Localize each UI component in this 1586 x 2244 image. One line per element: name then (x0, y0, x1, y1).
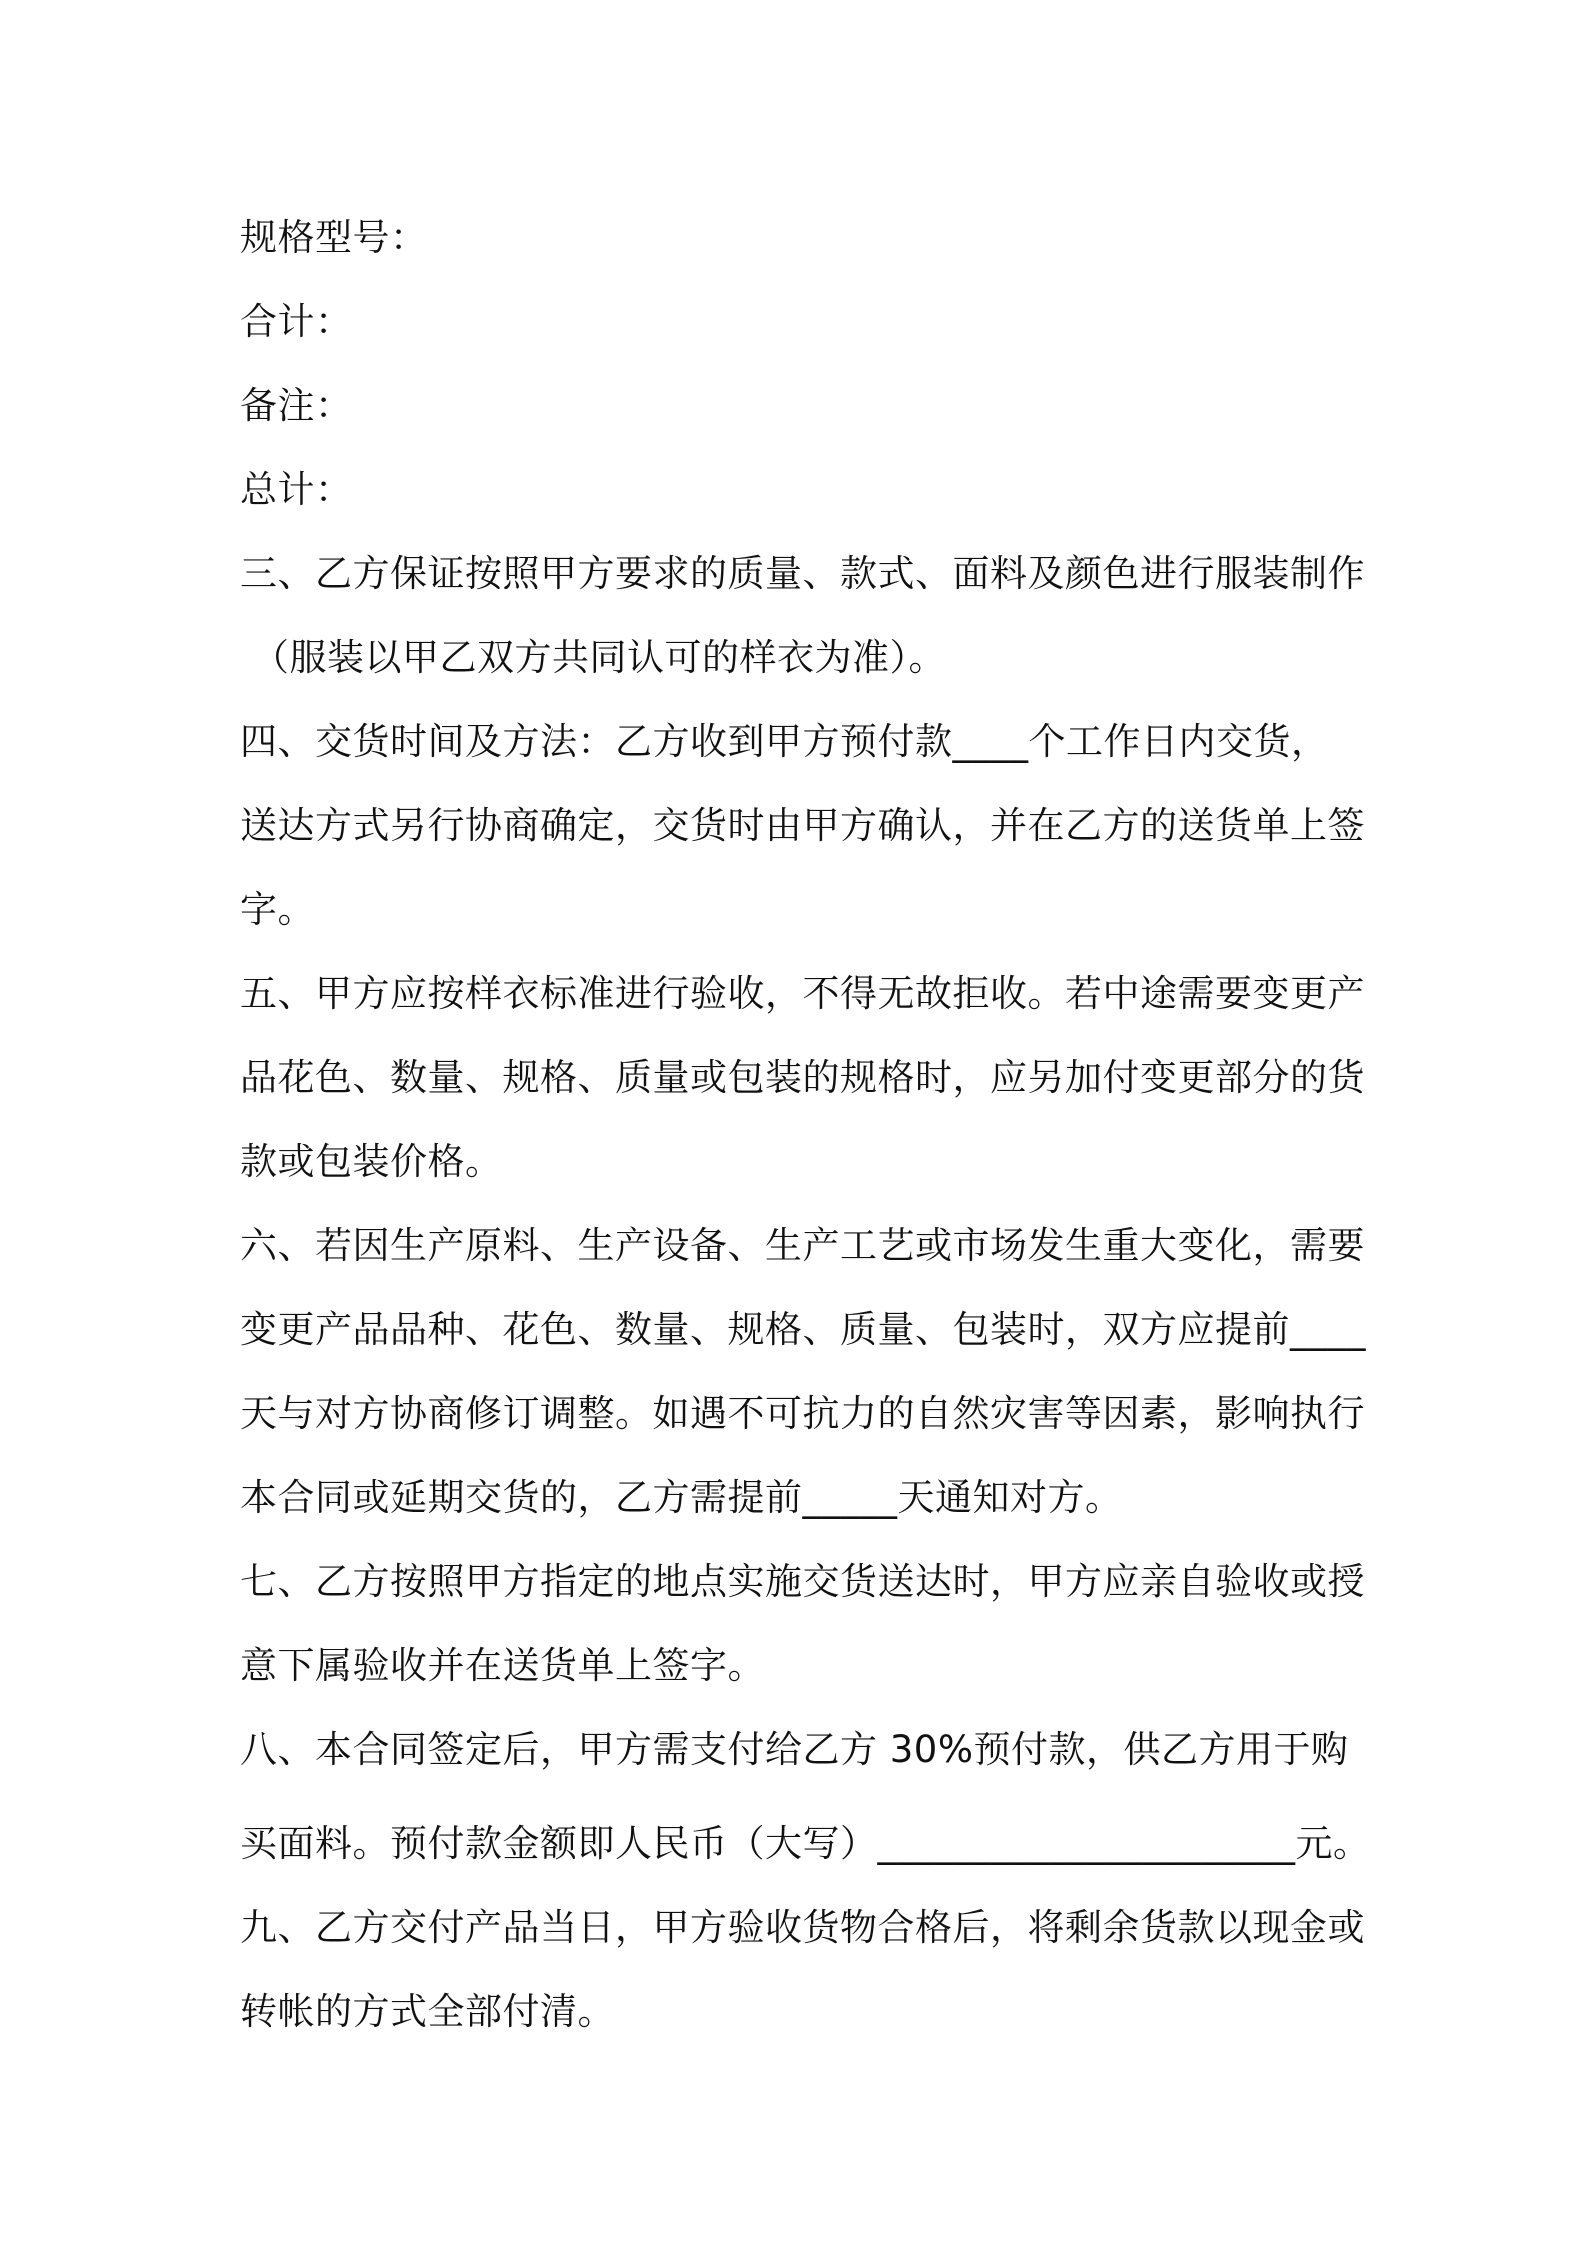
clause-3-line-2: （服装以甲乙双方共同认可的样衣为准）。 (252, 636, 946, 679)
clause-6-line-3: 天与对方协商修订调整。如遇不可抗力的自然灾害等因素，影响执行 (240, 1392, 1365, 1435)
subtotal-label: 合计： (240, 300, 353, 343)
clause-7-line-1: 七、乙方按照甲方指定的地点实施交货送达时，甲方应亲自验收或授 (240, 1560, 1365, 1603)
clause-6-line-1: 六、若因生产原料、生产设备、生产工艺或市场发生重大变化，需要 (240, 1224, 1365, 1267)
clause-5-line-3: 款或包装价格。 (240, 1140, 503, 1183)
clause-4-line-2: 送达方式另行协商确定，交货时由甲方确认，并在乙方的送货单上签 (240, 804, 1365, 847)
contract-body (240, 196, 1371, 2054)
clause-9-line-2: 转帐的方式全部付清。 (240, 1990, 615, 2033)
clause-9-line-1: 九、乙方交付产品当日，甲方验收货物合格后，将剩余货款以现金或 (240, 1906, 1365, 1949)
clause-8-line-2: 买面料。预付款金额即人民币（大写）______________________元。 (240, 1822, 1371, 1865)
clause-5-line-2: 品花色、数量、规格、质量或包装的规格时，应另加付变更部分的货 (240, 1056, 1365, 1099)
clause-4-line-1: 四、交货时间及方法：乙方收到甲方预付款____个工作日内交货， (240, 720, 1329, 763)
clause-8-line-1: 八、本合同签定后，甲方需支付给乙方 30%预付款，供乙方用于购 (240, 1728, 1349, 1771)
clause-3-line-1: 三、乙方保证按照甲方要求的质量、款式、面料及颜色进行服装制作 (240, 552, 1365, 595)
clause-5-line-1: 五、甲方应按样衣标准进行验收，不得无故拒收。若中途需要变更产 (240, 972, 1365, 1015)
clause-7-line-2: 意下属验收并在送货单上签字。 (240, 1644, 765, 1687)
spec-model-label: 规格型号： (240, 216, 428, 259)
clause-6-line-4: 本合同或延期交货的，乙方需提前_____天通知对方。 (240, 1476, 1123, 1519)
clause-6-line-2: 变更产品品种、花色、数量、规格、质量、包装时，双方应提前____ (240, 1308, 1366, 1351)
total-label: 总计： (240, 468, 353, 511)
clause-4-line-3: 字。 (240, 888, 315, 931)
remarks-label: 备注： (240, 384, 353, 427)
